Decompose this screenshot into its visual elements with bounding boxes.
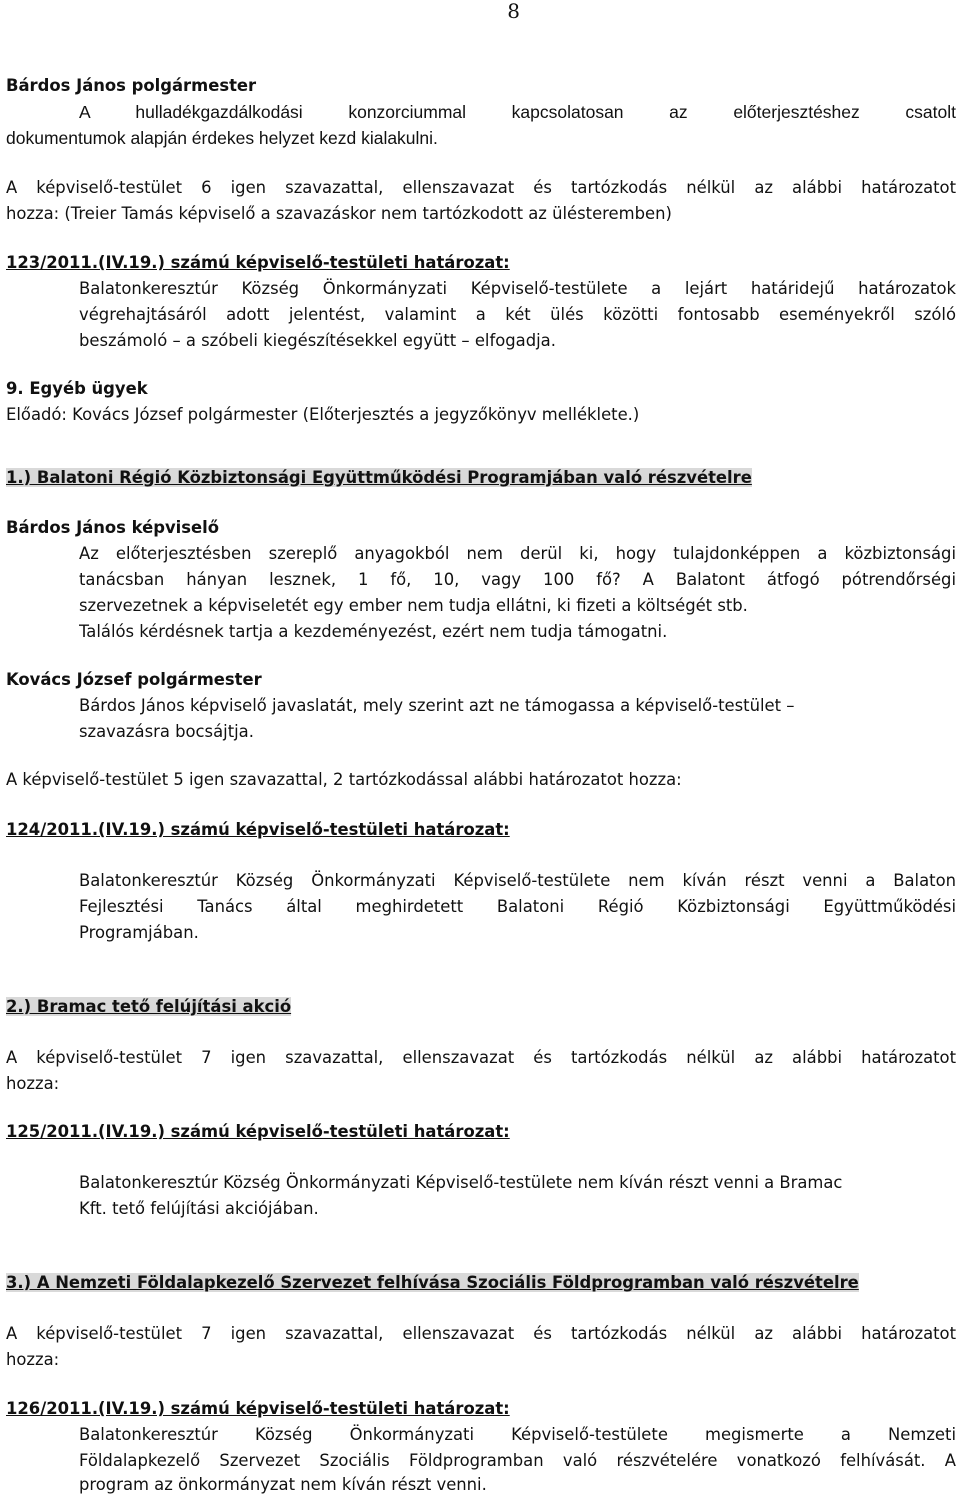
paragraph-line: beszámoló – a szóbeli kiegészítésekkel együtt – elfogadja. bbox=[79, 331, 556, 350]
paragraph-line: Balatonkeresztúr Község Önkormányzati Képviselő-testülete nem kíván részt venni a Bramac bbox=[79, 1173, 843, 1192]
paragraph-line: Az előterjesztésben szereplő anyagokból nem derül ki, hogy tulajdonképpen a közbiztonsági bbox=[79, 544, 956, 563]
paragraph-line: végrehajtásáról adott jelentést, valamint a két ülés közötti fontosabb eseményekről szóló bbox=[79, 305, 956, 324]
paragraph-line: hozza: bbox=[6, 1350, 60, 1369]
paragraph-line: tanácsban hányan lesznek, 1 fő, 10, vagy 100 fő? A Balatont átfogó pótrendőrségi bbox=[79, 570, 956, 589]
resolution-heading: 123/2011.(IV.19.) számú képviselő-testületi határozat: bbox=[6, 253, 510, 272]
paragraph-line: Balatonkeresztúr Község Önkormányzati Képviselő-testülete nem kíván részt venni a Balaton bbox=[79, 871, 956, 890]
agenda-item-heading: 1.) Balatoni Régió Közbiztonsági Együttműködési Programjában való részvételre bbox=[6, 468, 752, 487]
paragraph-line: Földalapkezelő Szervezet Szociális Földprogramban való részvételére vonatkozó felhívását. A bbox=[79, 1451, 956, 1470]
speaker-heading: Kovács József polgármester bbox=[6, 670, 262, 689]
presenter-line: Előadó: Kovács József polgármester (Előterjesztés a jegyzőkönyv melléklete.) bbox=[6, 405, 640, 424]
agenda-item-heading: 2.) Bramac tető felújítási akció bbox=[6, 997, 292, 1016]
speaker-heading: Bárdos János polgármester bbox=[6, 76, 257, 95]
paragraph-line: Találós kérdésnek tartja a kezdeményezést, ezért nem tudja támogatni. bbox=[79, 622, 668, 641]
paragraph-line: Bárdos János képviselő javaslatát, mely szerint azt ne támogassa a képviselő-testület – bbox=[79, 696, 795, 715]
paragraph-line: A képviselő-testület 7 igen szavazattal, ellenszavazat és tartózkodás nélkül az alábbi határozatot bbox=[6, 1048, 956, 1067]
paragraph-line: A képviselő-testület 6 igen szavazattal, ellenszavazat és tartózkodás nélkül az alábbi határozatot bbox=[6, 178, 956, 197]
paragraph-line: A képviselő-testület 5 igen szavazattal, 2 tartózkodással alábbi határozatot hozza: bbox=[6, 770, 682, 789]
agenda-item-heading: 3.) A Nemzeti Földalapkezelő Szervezet felhívása Szociális Földprogramban való részvételre bbox=[6, 1273, 859, 1292]
paragraph-line: A képviselő-testület 7 igen szavazattal, ellenszavazat és tartózkodás nélkül az alábbi határozatot bbox=[6, 1324, 956, 1343]
paragraph-line: szervezetnek a képviseletét egy ember nem tudja ellátni, ki fizeti a költségét stb. bbox=[79, 596, 748, 615]
paragraph-line: Fejlesztési Tanács által meghirdetett Balatoni Régió Közbiztonsági Együttműködési bbox=[79, 897, 956, 916]
paragraph-line: Kft. tető felújítási akciójában. bbox=[79, 1199, 319, 1218]
page-number: 8 bbox=[507, 0, 520, 23]
resolution-heading: 124/2011.(IV.19.) számú képviselő-testületi határozat: bbox=[6, 820, 510, 839]
resolution-heading: 125/2011.(IV.19.) számú képviselő-testületi határozat: bbox=[6, 1122, 510, 1141]
speaker-heading: Bárdos János képviselő bbox=[6, 518, 220, 537]
paragraph-line: Balatonkeresztúr Község Önkormányzati Képviselő-testülete megismerte a Nemzeti bbox=[79, 1425, 956, 1444]
paragraph-line: hozza: (Treier Tamás képviselő a szavazáskor nem tartózkodott az ülésteremben) bbox=[6, 204, 672, 223]
paragraph-line: hozza: bbox=[6, 1074, 60, 1093]
paragraph-line: program az önkormányzat nem kíván részt venni. bbox=[79, 1475, 487, 1494]
paragraph-line: A hulladékgazdálkodási konzorciummal kapcsolatosan az előterjesztéshez csatolt bbox=[79, 102, 956, 122]
paragraph-line: szavazásra bocsájtja. bbox=[79, 722, 254, 741]
paragraph-line: Programjában. bbox=[79, 923, 199, 942]
section-heading: 9. Egyéb ügyek bbox=[6, 379, 148, 398]
paragraph-line: Balatonkeresztúr Község Önkormányzati Képviselő-testülete a lejárt határidejű határozatok bbox=[79, 279, 956, 298]
paragraph-line: dokumentumok alapján érdekes helyzet kezd kialakulni. bbox=[6, 128, 438, 148]
resolution-heading: 126/2011.(IV.19.) számú képviselő-testületi határozat: bbox=[6, 1399, 510, 1418]
